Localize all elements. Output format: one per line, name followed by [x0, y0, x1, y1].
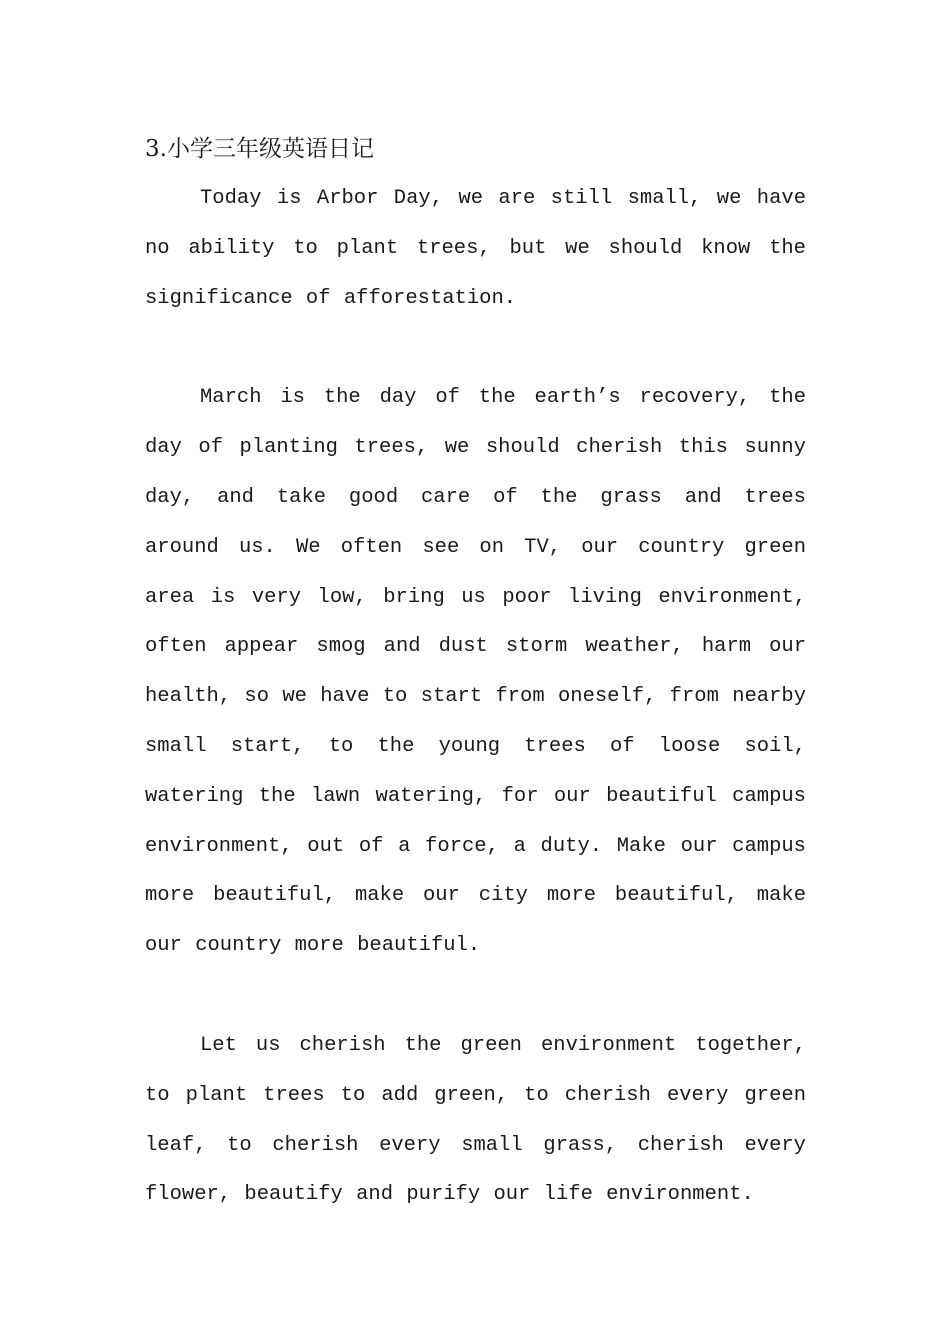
document-body: [145, 124, 806, 1220]
paragraph-2: March is the day of the earth’s recovery, the day of planting trees, we should cherish this sunny day, and take good care of the grass and trees around us. We often see on TV, our country green area is very low, bring us poor living environment, often appear smog and dust storm weather, harm our health, so we have to start from oneself, from nearby small start, to the young trees of loose soil, watering the lawn watering, for our beautiful campus environment, out of a force, a duty. Make our campus more beautiful, make our city more beautiful, make our country more beautiful.: [145, 386, 807, 958]
paragraph-3: Let us cherish the green environment together, to plant trees to add green, to cherish every green leaf, to cherish every small grass, cherish every flower, beautify and purify our life environment.: [145, 1033, 806, 1207]
section-heading: 3.小学三年级英语日记: [145, 136, 374, 162]
paragraph-1: Today is Arbor Day, we are still small, we have no ability to plant trees, but we should know the significance of afforestation.: [145, 187, 806, 310]
